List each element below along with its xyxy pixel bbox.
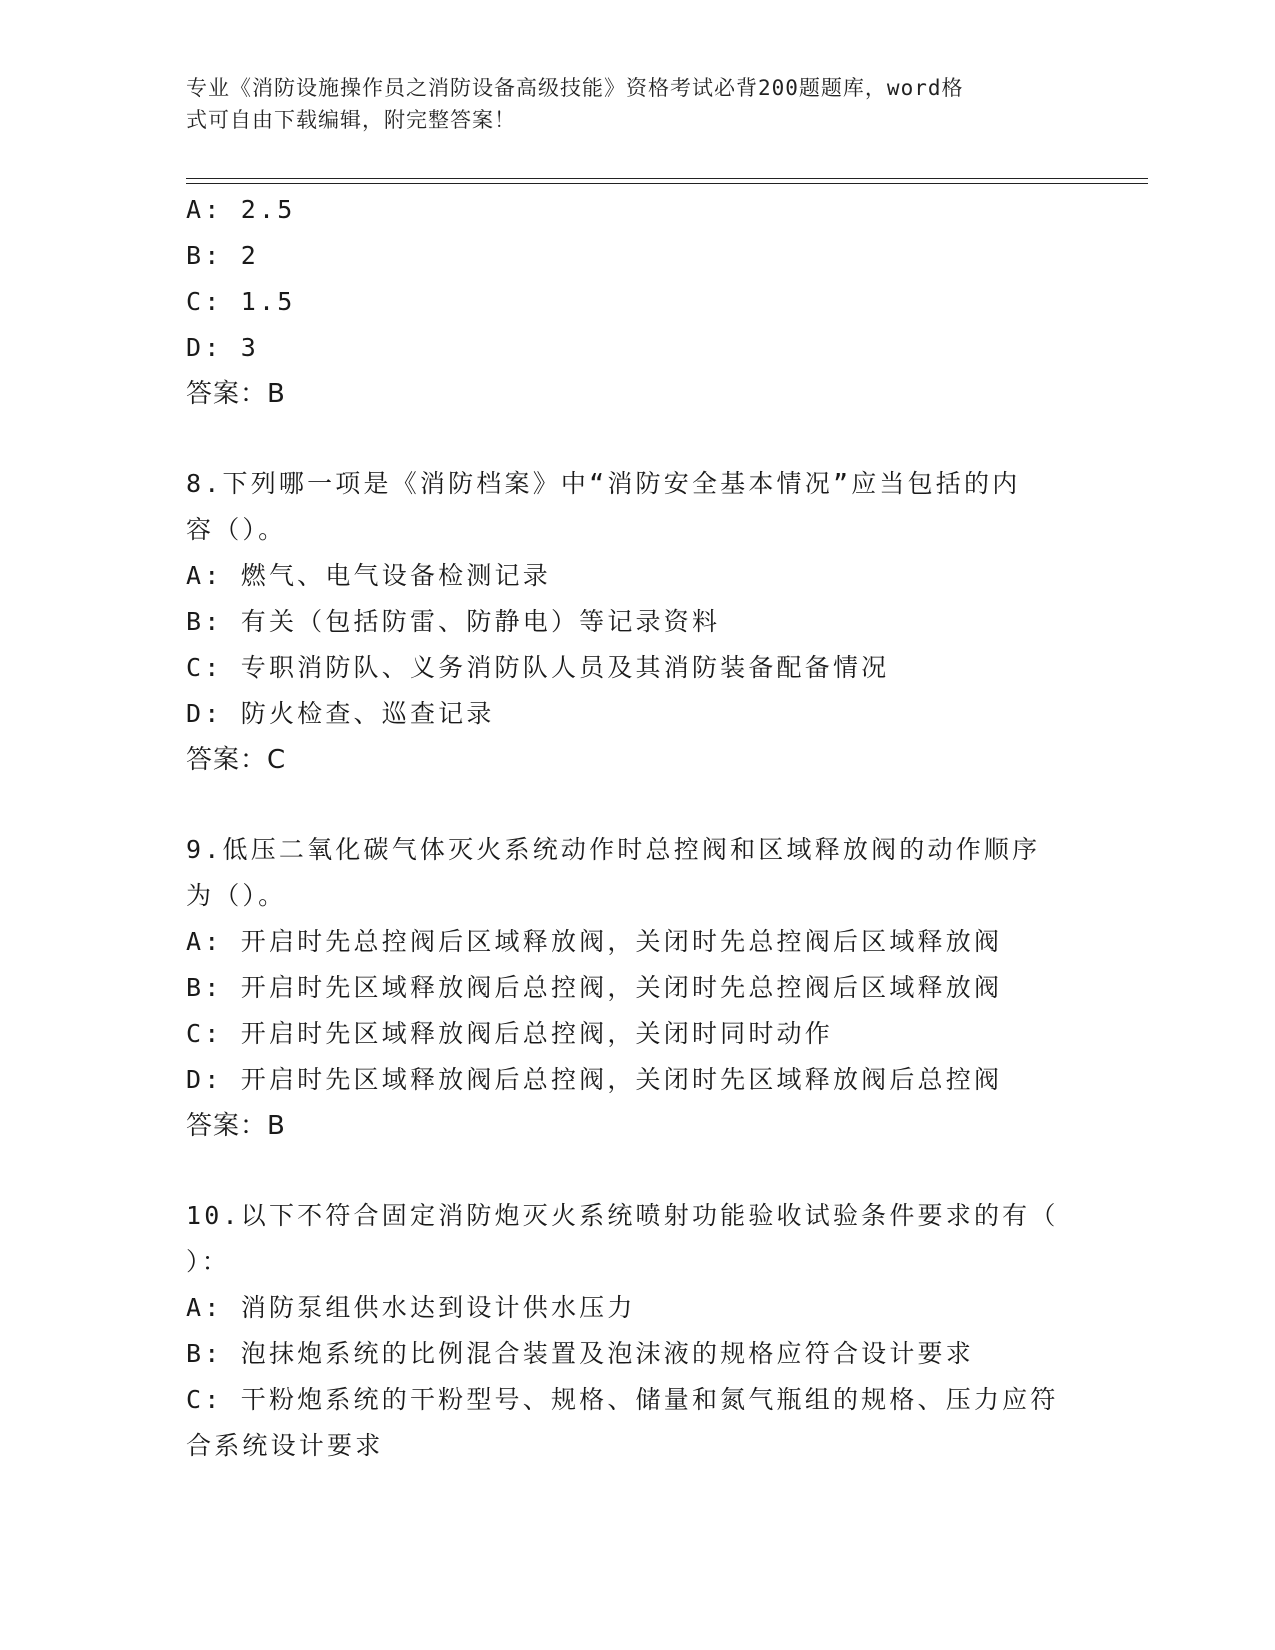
q9-option-c: C: 开启时先区域释放阀后总控阀，关闭时同时动作 — [186, 1019, 833, 1048]
q10-stem-line-2: ）： — [186, 1247, 230, 1276]
q8-option-d: D: 防火检查、巡查记录 — [186, 699, 495, 728]
q10-option-a: A: 消防泵组供水达到设计供水压力 — [186, 1293, 636, 1322]
q8-answer: 答案：C — [186, 745, 287, 775]
question-10 — [186, 1193, 1086, 1469]
q10-option-b: B: 泡抹炮系统的比例混合装置及泡沫液的规格应符合设计要求 — [186, 1339, 974, 1368]
question-content — [186, 187, 1086, 1469]
header-line-1: 专业《消防设施操作员之消防设备高级技能》资格考试必背200题题库，word格 — [186, 76, 964, 100]
q8-option-a: A: 燃气、电气设备检测记录 — [186, 561, 551, 590]
q10-option-c-line-1: C: 干粉炮系统的干粉型号、规格、储量和氮气瓶组的规格、压力应符 — [186, 1385, 1059, 1414]
q9-answer: 答案：B — [186, 1111, 286, 1141]
q8-stem-line-2: 容（）。 — [186, 515, 287, 544]
q8-option-c: C: 专职消防队、义务消防队人员及其消防装备配备情况 — [186, 653, 890, 682]
q10-option-c-line-2: 合系统设计要求 — [186, 1431, 384, 1460]
question-7 — [186, 187, 1086, 417]
q7-option-d: D: 3 — [186, 333, 260, 362]
header-divider-top — [186, 178, 1148, 179]
header-line-2: 式可自由下载编辑，附完整答案！ — [186, 108, 516, 132]
header-divider-bottom — [186, 183, 1148, 184]
q7-option-c: C: 1.5 — [186, 287, 296, 316]
q10-stem-line-1: 10.以下不符合固定消防炮灭火系统喷射功能验收试验条件要求的有（ — [186, 1201, 1059, 1230]
q9-option-d: D: 开启时先区域释放阀后总控阀，关闭时先区域释放阀后总控阀 — [186, 1065, 1003, 1094]
q9-stem-line-2: 为（）。 — [186, 881, 287, 910]
q7-option-b: B: 2 — [186, 241, 260, 270]
q9-stem-line-1: 9.低压二氧化碳气体灭火系统动作时总控阀和区域释放阀的动作顺序 — [186, 835, 1041, 864]
q9-option-a: A: 开启时先总控阀后区域释放阀，关闭时先总控阀后区域释放阀 — [186, 927, 1003, 956]
document-header — [186, 72, 1066, 136]
q7-answer: 答案：B — [186, 379, 286, 409]
q8-option-b: B: 有关（包括防雷、防静电）等记录资料 — [186, 607, 721, 636]
q8-stem-line-1: 8.下列哪一项是《消防档案》中“消防安全基本情况”应当包括的内 — [186, 469, 1021, 498]
spacer — [186, 1149, 1086, 1193]
question-8 — [186, 461, 1086, 783]
q9-option-b: B: 开启时先区域释放阀后总控阀，关闭时先总控阀后区域释放阀 — [186, 973, 1003, 1002]
question-9 — [186, 827, 1086, 1149]
q7-option-a: A: 2.5 — [186, 195, 296, 224]
spacer — [186, 783, 1086, 827]
spacer — [186, 417, 1086, 461]
